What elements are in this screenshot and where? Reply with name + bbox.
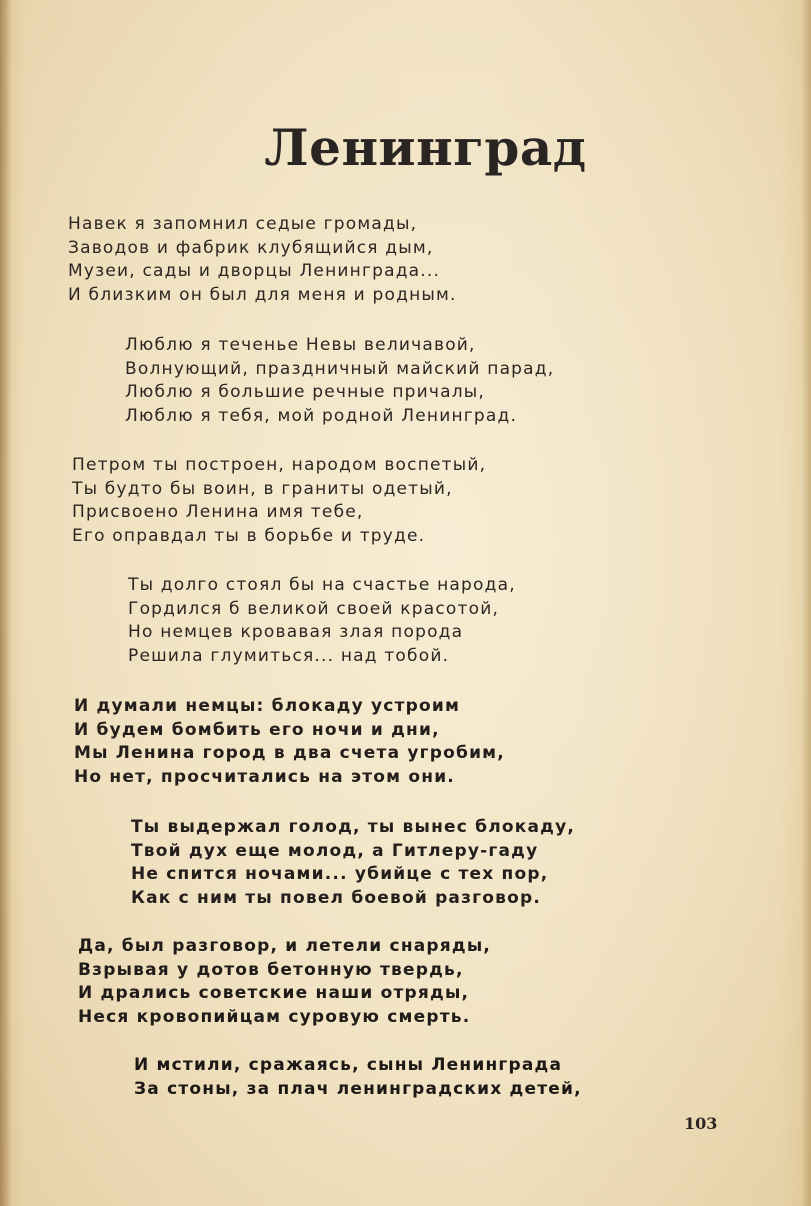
poem-line: Но немцев кровавая злая порода — [128, 622, 464, 642]
stanza-8 — [134, 1054, 582, 1101]
poem-line: Мы Ленина город в два счета угробим, — [74, 743, 505, 763]
poem-line: Гордился б великой своей красотой, — [128, 598, 500, 619]
poem-line: Не спится ночами... убийце с тех пор, — [131, 864, 549, 884]
poem-line: Люблю я большие речные причалы, — [125, 382, 486, 402]
stanza-3 — [72, 454, 486, 548]
poem-line: Да, был разговор, и летели снаряды, — [78, 936, 492, 956]
poem-line: Ты выдержал голод, ты вынес блокаду, — [131, 817, 576, 837]
stanza-1 — [68, 213, 457, 307]
poem-line: Ты будто бы воин, в граниты одетый, — [72, 478, 453, 499]
stanza-6 — [131, 816, 575, 910]
poem-line: Взрывая у дотов бетонную твердь, — [78, 959, 464, 980]
poem-line: И думали немцы: блокаду устроим — [74, 696, 461, 716]
poem-line: Заводов и фабрик клубящийся дым, — [68, 237, 434, 258]
poem-line: И будем бомбить его ночи и дни, — [74, 719, 440, 740]
poem-line: Навек я запомнил седые громады, — [68, 214, 418, 234]
poem-line: Люблю я теченье Невы величавой, — [125, 335, 476, 355]
poem-line: За стоны, за плач ленинградских детей, — [134, 1078, 582, 1099]
poem-line: Присвоено Ленина имя тебе, — [72, 502, 364, 522]
page-edge-shadow-left — [0, 0, 12, 1206]
page-edge-shadow-right — [801, 0, 811, 1206]
poem-title: Ленинград — [264, 118, 587, 177]
poem-line: Как с ним ты повел боевой разговор. — [131, 887, 542, 908]
poem-line: Твой дух еще молод, а Гитлеру-гаду — [131, 840, 539, 861]
poem-line: Ты долго стоял бы на счастье народа, — [128, 575, 516, 595]
stanza-5 — [74, 695, 505, 789]
poem-line: И дрались советские наши отряды, — [78, 983, 470, 1003]
stanza-4 — [128, 574, 516, 668]
poem-line: Люблю я тебя, мой родной Ленинград. — [125, 405, 518, 426]
poem-line: Неся кровопийцам суровую смерть. — [78, 1006, 471, 1027]
poem-line: И близким он был для меня и родным. — [68, 284, 457, 305]
stanza-7 — [78, 935, 491, 1029]
page-number: 103 — [684, 1114, 718, 1133]
poem-line: Петром ты построен, народом воспетый, — [72, 455, 487, 475]
poem-line: Но нет, просчитались на этом они. — [74, 766, 455, 787]
poem-line: И мстили, сражаясь, сыны Ленинграда — [134, 1055, 563, 1075]
poem-line: Его оправдал ты в борьбе и труде. — [72, 525, 426, 546]
poem-line: Волнующий, праздничный майский парад, — [125, 358, 555, 379]
poem-line: Решила глумиться... над тобой. — [128, 645, 450, 666]
stanza-2 — [125, 334, 554, 428]
poem-line: Музеи, сады и дворцы Ленинграда... — [68, 261, 441, 281]
